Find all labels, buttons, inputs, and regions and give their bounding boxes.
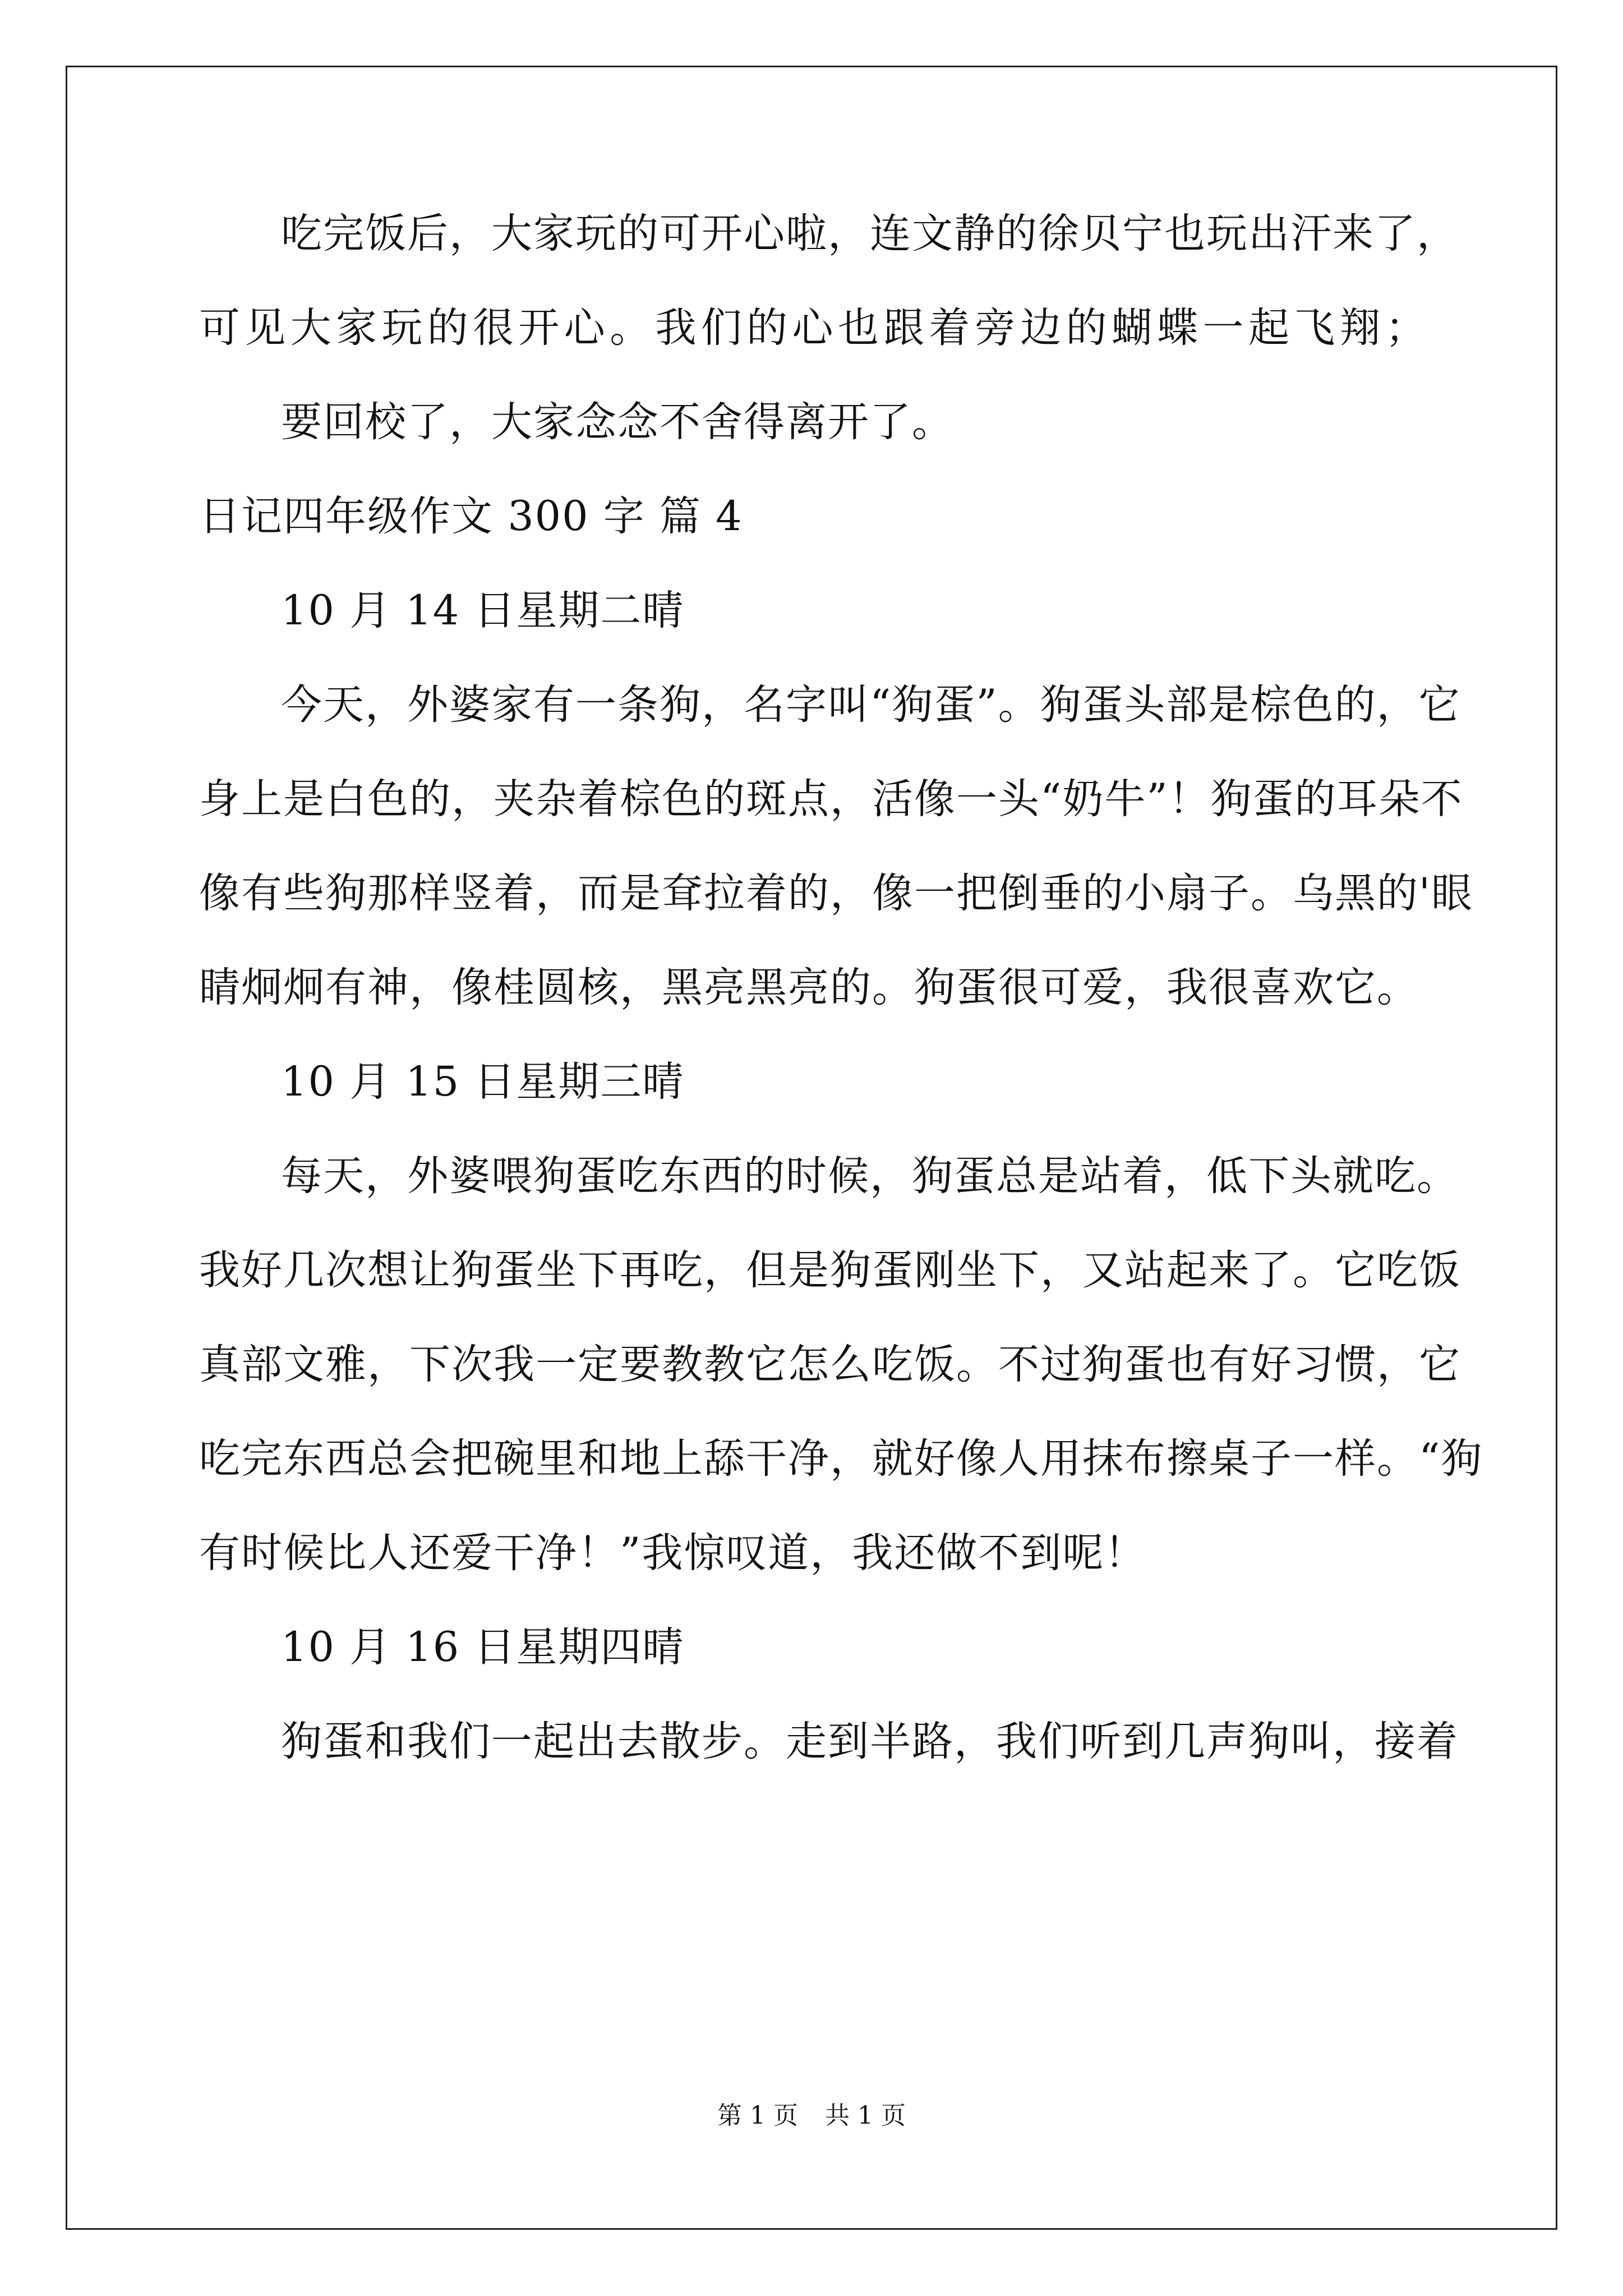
- paragraph-line: 今天，外婆家有一条狗，名字叫“狗蛋”。狗蛋头部是棕色的，它: [281, 681, 1461, 729]
- diary-date: 10 月 14 日星期二晴: [281, 587, 685, 634]
- paragraph-line: 我好几次想让狗蛋坐下再吃，但是狗蛋刚坐下，又站起来了。它吃饭: [199, 1246, 1461, 1294]
- paragraph-line: 真部文雅，下次我一定要教教它怎么吃饭。不过狗蛋也有好习惯，它: [199, 1341, 1461, 1388]
- page-number-current: 第 1 页: [717, 2101, 798, 2130]
- paragraph-line: 有时候比人还爱干净！”我惊叹道，我还做不到呢！: [199, 1529, 1147, 1577]
- paragraph-line: 睛炯炯有神，像桂圆核，黑亮黑亮的。狗蛋很可爱，我很喜欢它。: [199, 964, 1419, 1011]
- paragraph-line: 每天，外婆喂狗蛋吃东西的时候，狗蛋总是站着，低下头就吃。: [281, 1152, 1459, 1200]
- diary-date: 10 月 16 日星期四晴: [281, 1623, 685, 1671]
- paragraph-line: 狗蛋和我们一起出去散步。走到半路，我们听到几声狗叫，接着: [281, 1718, 1459, 1765]
- diary-date: 10 月 15 日星期三晴: [281, 1058, 685, 1106]
- paragraph-line: 像有些狗那样竖着，而是耷拉着的，像一把倒垂的小扇子。乌黑的'眼: [199, 869, 1474, 917]
- paragraph-line: 身上是白色的，夹杂着棕色的斑点，活像一头“奶牛”！狗蛋的耳朵不: [199, 775, 1463, 823]
- paragraph-line: 吃完饭后，大家玩的可开心啦，连文静的徐贝宁也玩出汗来了，: [281, 210, 1459, 257]
- page-border: [66, 66, 1557, 2230]
- paragraph-line: 可见大家玩的很开心。我们的心也跟着旁边的蝴蝶一起飞翔；: [199, 304, 1427, 352]
- page-footer: [0, 2099, 1623, 2133]
- paragraph-line: 要回校了，大家念念不舍得离开了。: [281, 398, 954, 446]
- section-heading: 日记四年级作文 300 字 篇 4: [199, 493, 743, 540]
- page-number-total: 共 1 页: [825, 2101, 906, 2130]
- paragraph-line: 吃完东西总会把碗里和地上舔干净，就好像人用抹布擦桌子一样。“狗: [199, 1435, 1483, 1483]
